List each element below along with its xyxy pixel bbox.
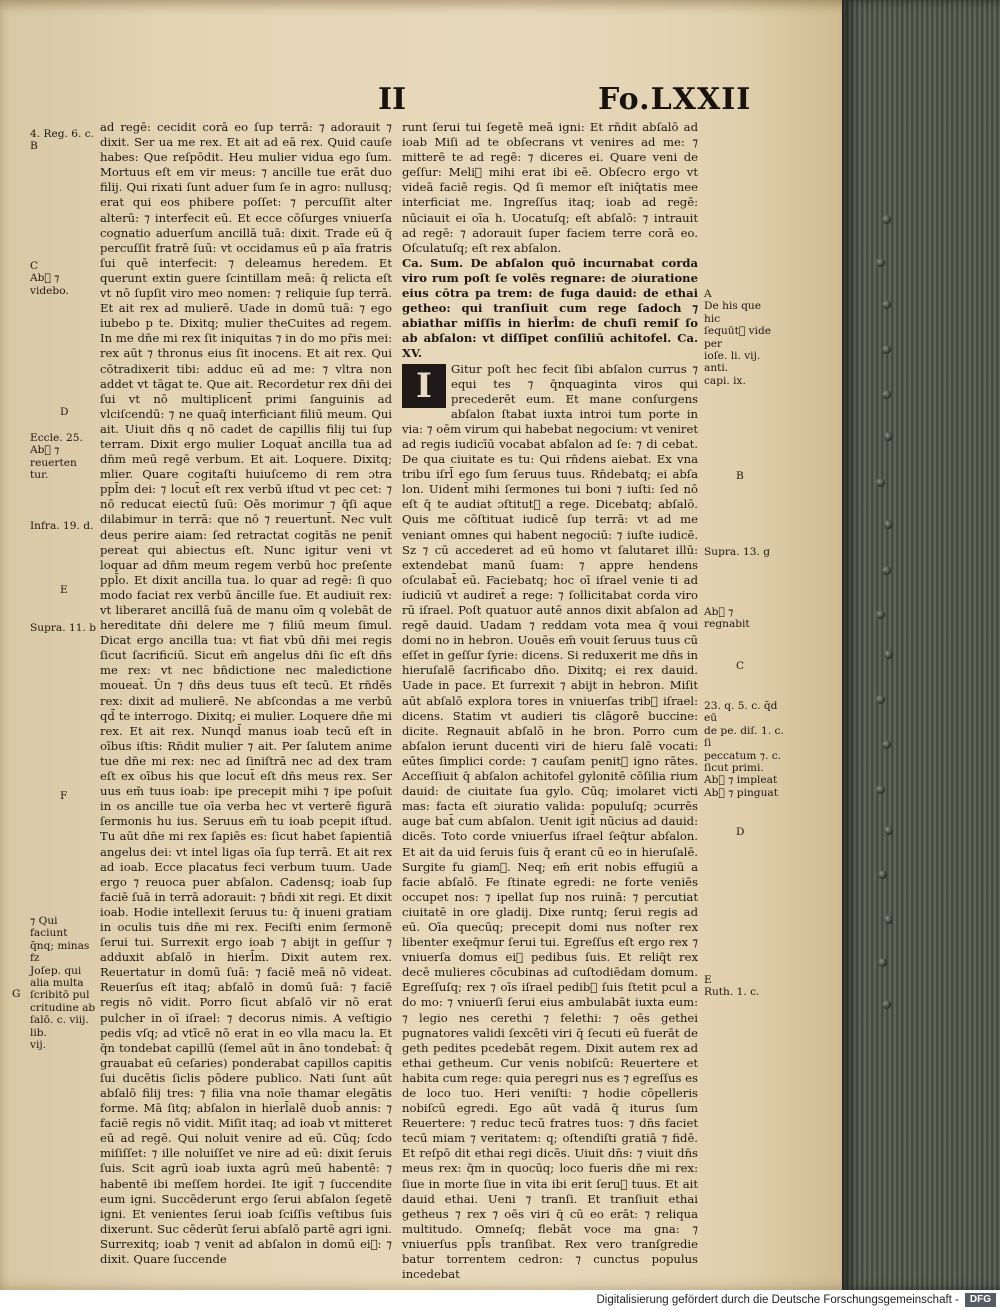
running-head-left: II xyxy=(378,82,407,117)
binding-nail xyxy=(878,870,887,879)
binding-nail xyxy=(884,520,893,529)
text-column-left xyxy=(100,120,392,1267)
dfg-logo: DFG xyxy=(965,1293,996,1307)
binding-nail xyxy=(884,826,893,835)
binding-nail xyxy=(882,345,891,354)
margin-gloss: Infra. 19. d. xyxy=(30,520,94,532)
margin-gloss: Eccle. 25. Ab᷑ ⁊ reuerten tur. xyxy=(30,432,83,482)
binding-nail xyxy=(882,740,891,749)
body-paragraph: ad regē: cecidit corā eo ſup terrā: ⁊ adorauit ⁊ dixit. Ser ua me rex. Et ait ad eā rex. Quid cauſe habes: Que reſpōdit. Heu mulier vidua ego ſum. Mortuus eſt em vir meus: ⁊ ancille tue erāt duo filij. Qui rixati ſunt aduer ſum ſe in agro: nullusq; erat qui eos phibere poſſet: ⁊ percuſſit alter alterū: ⁊ interfecit eū. Et ecce cōſurges vniuerſa cognatio aduerſum ancillā tuā: dixit. Trade eū q̄ percuſſit fratrē ſuū: vt occidamus eū p aīa fratris ſui quē interfecit: ⁊ deleamus heredem. Et querunt extin guere ſcintillam meā: q̄ relicta eſt vt nō ſupſit viro meo nomen: ⁊ reliquie ſup terrā. Et ait rex ad mulierē. Uade in domū tuā: ⁊ ego iubebo p te. Dixitq; mulier theCuites ad regem. In me dn̄e mi rex ſit iniquitas ⁊ in do mo pr̄is mei: rex aūt ⁊ thronus eius ſit inocens. Et ait rex. Qui cōtradixerit tibi: adduc eū ad me: ⁊ vltra non addet vt tāgat te. Que ait. Recordetur rex dn̄i dei ſui vt nō multiplicent̄ primi ſanguinis ad vlciſcendū: ⁊ ne quaq̄ interficiant filiū meum. Qui ait. Uiuit dn̄s q nō cadet de capillis filij tui ſup terram. Dixit ergo mulier Loquat̄ ancilla tua ad dn̄m meū regē verbum. Et ait. Loquere. Dixitq; mlier. Quare cogitaſti huiuſcemo di rem ɔtra ppl̄m dei: ⁊ locut̄ eſt rex verbū iſtud vt pec cet: ⁊ nō reducat eiectū ſuū: Oēs morimur ⁊ q̄ſi aque dilabimur in terrā: que nō ⁊ reuertunt̄. Nec vult deus perire aiam: ſed retractat cogitās ne penit̄ pereat qui abiectus eſt. Nunc igitur veni vt loquar ad dn̄m meum regem verbū hoc preſente ppl̄o. Et dixit ancilla tua. lo quar ad regē: ſi quo modo faciat rex verbū āncille ſue. Et audiuit rex: vt liberaret ancillā ſuā de manu oīm q volebāt de hereditate dn̄i delere me ⁊ filiū meum ſimul. Dicat ergo ancilla tua: vt fiat vbū dn̄i mei regis ſicut ſacrificiū. Sicut em̄ angelus dn̄i ſic eſt dn̄s me rex: vt nec bn̄dictione nec maledictione moueat̄. Ūn ⁊ dn̄s deus tuus eſt tecū. Et rn̄dēs rex: dixit ad mulierē. Ne abſcondas a me verbū qd̄ te interrogo. Dixitq; ei mulier. Loquere dn̄e mi rex. Et ait rex. Nunqd̄ manus ioab tecū eſt in oībus iſtis: Rn̄dit mulier ⁊ ait. Per ſalutem anime tue dn̄e mi rex: nec ad ſiniſtrā nec ad dex tram eſt ex oībus his que locut̄ eſt dn̄s meus rex. Ser uus em̄ tuus ioab: ipe precepit mihi ⁊ ipe poſuit in os ancille tue oīa verba hec vt verterē figurā ſermonis hu ius. Seruus em̄ tu ioab pcepit iſtud. Tu aūt dn̄e mi rex ſapiēs es: ſicut habet ſapientiā angelus dei: vt intel ligas oīa ſup terrā. Et ait rex ad ioab. Ecce placatus feci verbum tuum. Uade ergo ⁊ reuoca puer abſalon. Cadensq; ioab ſup faciē ſuā in terrā adorauit: ⁊ bn̄di xit regi. Et dixit ioab. Hodie intellexit ſeruus tu: q̄ inueni gratiam in oculis tuis dn̄e mi rex. Feciſti enim ſermonē ſerui tui. Surrexit ergo ioab ⁊ abijt in geſſur ⁊ adduxit abſalō in hierl̄m. Dixit autem rex. Reuertatur in domū ſuā: ⁊ faciē meā nō videat. Reuerſus eſt itaq; abſalō in domū ſuā: ⁊ faciē regis nō vidit. Porro ſicut abſalō vir nō erat pulcher in oī iſrael: ⁊ decorus nimis. A veſtigio pedis vſq; ad vtīcē nō erat in eo vlla macu la. Et q̄n tondebat capillū (ſemel aūt in āno tondebat̄: q̄ grauabat eū ceſaries) ponderabat capillos capitis ſui ducētis ſiclis pōdere publico. Nati ſunt aūt abſalō filij tres: ⁊ filia vna noīe thamar elegātis forme. Mā ſitq; abſalon in hierl̄alē duob̄ annis: ⁊ faciē regis nō vidit. Miſit itaq; ad ioab vt mitteret eū ad regē. Qui noluit venire ad eū. Cūq; ſcdo miſiſſet: ⁊ ille noluiſſet ve nire ad eū: dixit ſeruis ſuis. Scit agrū ioab iuxta agrū meū habentē: ⁊ habentē ibi meſſem hordei. Ite igit̄ ⁊ ſuccendite eum igni. Succēderunt ergo ſerui abſalon ſegetē igni. Et venientes ſerui ioab ſciſſis veſtibus ſuis dixerunt. Suc cēderūt ſerui abſalō partē agri igni. Surrexitq; ioab ⁊ venit ad abſalon in domū ei᷑: ⁊ dixit. Quare ſuccende xyxy=(100,120,392,1267)
binding-nail xyxy=(882,1000,891,1009)
binding-nail xyxy=(876,258,885,267)
binding-nail xyxy=(876,478,885,487)
margin-gloss: 23. q. 5. c. q̄d eū de pe. diſ. 1. c. ſi peccatum ⁊. c. ſicut primi. Ab᷑ ⁊ impleat Ab᷑ ⁊ pinguat xyxy=(704,700,784,799)
binding-nail xyxy=(876,695,885,704)
margin-gloss: ⁊ Qui faciunt q̄nq; minas fz Joſep. qui alia multa ſcribitō pul critudine ab ſalō. c. viij. lib. vij. xyxy=(30,915,96,1052)
binding-nail xyxy=(884,432,893,441)
footer-credit: Digitalisierung gefördert durch die Deutsche Forschungsgemeinschaft - xyxy=(596,1294,959,1306)
binding-nail xyxy=(878,958,887,967)
body-paragraph xyxy=(402,362,698,1283)
text-column-right xyxy=(402,120,698,1282)
margin-gloss: C xyxy=(736,660,745,672)
book-fore-edge xyxy=(842,0,1000,1290)
binding-nail xyxy=(884,650,893,659)
binding-nail xyxy=(884,915,893,924)
margin-gloss: Ab᷑ ⁊ regnabit xyxy=(704,606,750,631)
binding-nail xyxy=(876,785,885,794)
binding-nail xyxy=(876,610,885,619)
footer-bar xyxy=(0,1290,1000,1310)
chapter-text: Gitur poſt hec fecit ſibi abſalon currus ⁊ equi tes ⁊ q̄nquaginta viros qui precederēt eum. Et mane conſurgens abſalon ſtabat iuxta introi tum porte in via: ⁊ oēm virum qui habebat negocium: vt veniret ad regis iudicīū vocabat abſalon ad ſe: ⁊ di cebat. De qua ciuitate es tu: Qui rn̄dens aiebat. Ex vna tribu iſrl̄ ego ſum ſeruus tuus. Rn̄debatq; ei abſa lon. Uident̄ mihi ſermones tui boni ⁊ iuſti: ſed nō eſt q̄ te audiat ɔſtitut᷑ a rege. Dicebatq; abſalō. Quis me cōſtituat iudicē ſup terrā: vt ad me veniant omnes qui habent negociū: ⁊ iuſte iudicē. Sz ⁊ cū accederet ad eū homo vt ſalutaret illū: extendebat manū ſuam: ⁊ appre hendens oſculabat̄ eū. Faciebatq; hoc oī iſrael venie ti ad iudiciū vt audiret̄ a rege: ⁊ ſollicitabat corda viro rū iſrael. Poſt quatuor autē annos dixit abſalon ad regē dauid. Uadam ⁊ reddam vota mea q̄ voui domi no in hebron. Uouēs em̄ vouit ſeruus tuus cū eſſet in geſſur ſyrie: dicens. Si reduxerit me dn̄s in hieruſalē ſacrificabo dn̄o. Dixitq; ei rex dauid. Uade in pace. Et ſurrexit ⁊ abijt in hebron. Miſit aūt abſalō explora tores in vniuerſas trib᷑ iſrael: dicens. Statim vt audieri tis clāgorē buccine: dicite. Regnauit abſalō in he bron. Porro cum abſalon ierunt ducenti viri de hieru ſalē vocati: eūtes ſimplici corde: ⁊ cauſam penit᷑ igno rātes. Acceſſiuit q̄ abſalon achitofel gylonitē cōſilia rium dauid: de ciuitate ſua gylo. Cūq; imolaret victi mas: facta eſt ɔiuratio valida: populuſq; ɔcurrēs auge bat̄ cum abſalon. Uenit igit̄ nūcius ad dauid: dicēs. Toto corde vniuerſus iſrael ſeq̄tur abſalon. Et ait da uid ſeruis ſuis q̄ erant cū eo in hieruſalē. Surgite fu giam᷑. Neq; em̄ erit nobis effugiū a facie abſalō. Fe ſtinate egredi: ne forte veniēs occupet nos: ⁊ ipellat ſup nos ruinā: ⁊ percutiat ciuitatē in ore gladij. Dixe runtq; ſerui regis ad eū. Oīa quecūq; precepit domi nus noſter rex libenter exeq̄mur ſerui tui. Egreſſus eſt ergo rex ⁊ vniuerſa domus ei᷑ pedibus ſuis. Et reliq̄t rex decē mulieres cōcubinas ad cuſtodiēdam domum. Egreſſuſq; rex ⁊ oīs iſrael pedib᷑ ſuis ſtetit pcul a do mo: ⁊ vniuerſi ſerui eius ambulabāt iuxta eum: ⁊ legio nes cerethi ⁊ felethi: ⁊ oēs gethei pugnatores validi ſexcēti viri q̄ ſecuti eū fuerāt de geth pedites pcedebāt regem. Dixit autem rex ad ethai getheum. Cur venis nobiſcū: Reuertere et habita cum rege: quia peregri nus es ⁊ egreſſus es de loco tuo. Heri veniſti: ⁊ hodie cōpelleris nobiſcū egredi. Ego aūt vadā q̄ iturus ſum Reuertere: ⁊ reduc tecū fratres tuos: ⁊ dn̄s faciet tecū miam ⁊ veritatem: q; oſtendiſti gratiā ⁊ fidē. Et reſpō dit ethai regi dicēs. Uiuit dn̄s: ⁊ viuit dn̄s meus rex: q̄m in quocūq; loco fueris dn̄e mi rex: ſiue in morte ſiue in vita ibi erit ſeru᷑ tuus. Et ait dauid ethai. Ueni ⁊ tranſi. Et tranſiuit ethai getheus ⁊ rex ⁊ oēs viri q̄ cū eo erāt: ⁊ reliqua multitudo. Omneſq; flebāt voce ma gna: ⁊ vniuerſus ppl̄s tranſibat. Rex vero tranſgredie batur torrentem cedron: ⁊ cunctus populus incedebat xyxy=(402,361,698,1282)
margin-gloss: Supra. 13. g xyxy=(704,546,770,558)
margin-gloss: D xyxy=(60,406,69,418)
margin-gloss: 4. Reg. 6. c. B xyxy=(30,128,95,153)
binding-nail xyxy=(882,390,891,399)
binding-nail xyxy=(882,566,891,575)
body-paragraph: runt ſerui tui ſegetē meā igni: Et rn̄dit abſalō ad ioab Miſi ad te obſecrans vt venires ad me: ⁊ mitterē te ad regē: ⁊ diceres ei. Quare veni de geſſur: Meli᷑ mihi erat ibi eē. Obſecro ergo vt videā faciē regis. Qd ſi memor eſt iniq̄tatis mee interficiat me. Ingreſſus itaq; ioab ad regē: nūciauit ei oīa h. Uocatuſq; eſt abſalō: ⁊ intrauit ad regē: ⁊ adorauit ſuper faciem terre corā eo. Oſculatuſq; eſt rex abſalon. xyxy=(402,120,698,255)
margin-gloss: F xyxy=(60,790,68,802)
running-head-right: Fo.LXXII xyxy=(598,82,752,117)
margin-gloss: B xyxy=(736,470,744,482)
margin-gloss: Supra. 11. b xyxy=(30,622,96,634)
drop-capital: I xyxy=(402,364,446,408)
binding-nail xyxy=(882,300,891,309)
margin-gloss: E Ruth. 1. c. xyxy=(704,974,760,999)
margin-gloss: A De his que hic ſequūt᷑ vide per ioſe. li. vij. anti. capi. ix. xyxy=(704,288,772,387)
margin-gloss: G xyxy=(12,988,21,1000)
chapter-summary: Ca. Sum. De abſalon quō incurnabat corda viro rum poſt ſe volēs regnare: de ɔiuratione eius cōtra pa trem: de fuga dauid: de ethai getheo: qui tranſiuit cum rege ſadoch ⁊ abiathar miſſis in hierl̄m: de chuſi remiſ ſo ab abſalon: vt diſſipet conſiliū achitofel. Ca. XV. xyxy=(402,255,698,361)
margin-gloss: D xyxy=(736,826,745,838)
margin-gloss: C Ab᷑ ⁊ videbo. xyxy=(30,260,69,297)
binding-nail xyxy=(882,215,891,224)
margin-gloss: E xyxy=(60,584,68,596)
